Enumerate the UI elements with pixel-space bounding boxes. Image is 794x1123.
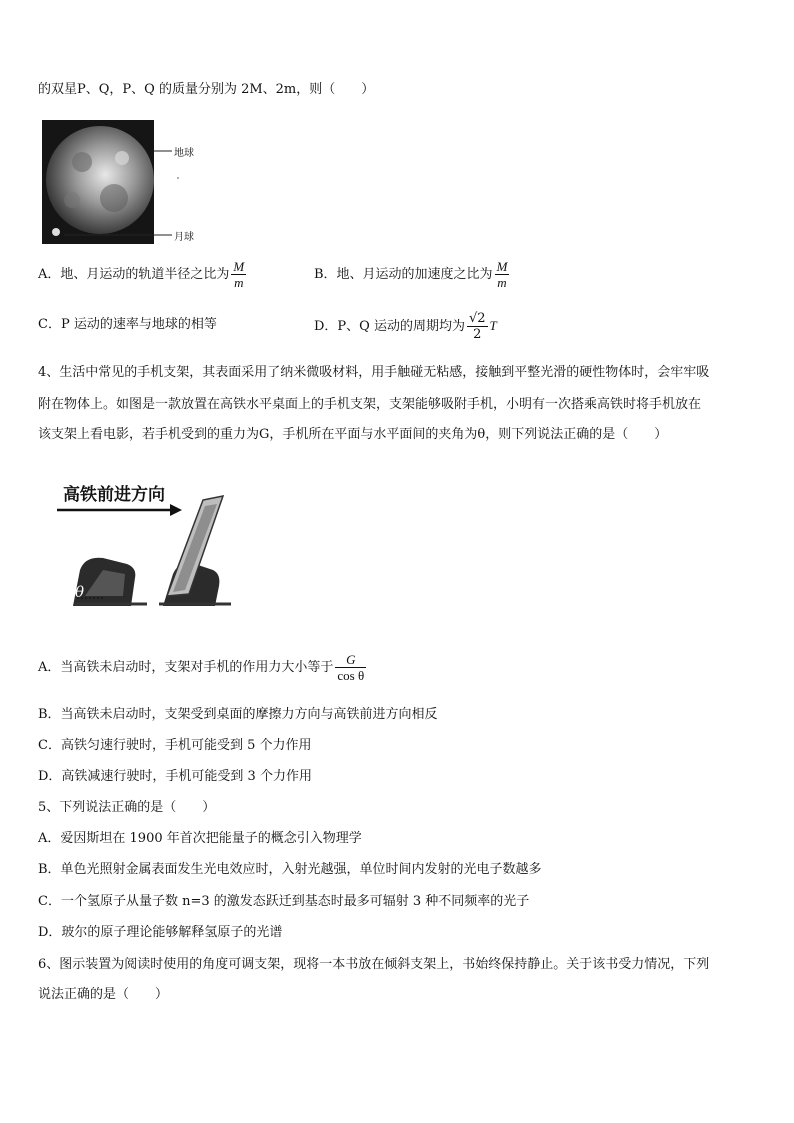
q4-option-c: C．高铁匀速行驶时，手机可能受到 5 个力作用 [38,738,312,753]
q6-stem-line-2: 说法正确的是（ ） [38,987,169,1002]
q4-option-d: D．高铁减速行驶时，手机可能受到 3 个力作用 [38,769,312,784]
q3-option-c: C．P 运动的速率与地球的相等 [38,317,217,332]
angle-theta-label: θ [75,583,85,601]
q3-option-b-fraction: $\frac{M}{m}$ [496,259,508,290]
q5-option-b: B．单色光照射金属表面发生光电效应时，入射光越强，单位时间内发射的光电子数越多 [38,862,542,877]
phone-holder-figure [55,478,255,618]
q5-stem: 5、下列说法正确的是（ ） [38,800,216,815]
q4-stem-line-2: 附在物体上。如图是一款放置在高铁水平桌面上的手机支架，支架能够吸附手机，小明有一次搭乘高铁时将手机放在 [38,397,702,412]
q5-option-a: A．爱因斯坦在 1900 年首次把能量子的概念引入物理学 [38,831,362,846]
q5-option-c: C．一个氢原子从量子数 n=3 的激发态跃迁到基态时最多可辐射 3 种不同频率的光子 [38,894,530,909]
q4-stem-line-1: 4、生活中常见的手机支架，其表面采用了纳米微吸材料，用手触碰无粘感，接触到平整光滑的硬性物体时，会牢牢吸 [38,365,710,380]
q4-option-a: A．当高铁未启动时，支架对手机的作用力大小等于 $\frac{G}{\text{cos θ}}$ [38,652,365,683]
q3-option-a: A．地、月运动的轨道半径之比为 $\frac{M}{m}$ [38,259,245,290]
q3-option-d-fraction: $\frac{√2}{2}$ [468,311,486,342]
q5-option-d: D．玻尔的原子理论能够解释氢原子的光谱 [38,925,283,940]
earth-moon-figure [42,120,232,244]
train-direction-caption: 高铁前进方向 [63,485,165,505]
earth-moon-image [42,120,232,244]
q3-stem-tail: 的双星P、Q，P、Q 的质量分别为 2M、2m，则（ ） [38,82,375,97]
phone-holder-image [55,478,255,618]
q3-option-a-fraction: $\frac{M}{m}$ [233,259,245,290]
moon-label: 月球 [174,232,194,243]
moon-disc [52,228,60,236]
q4-option-b: B．当高铁未启动时，支架受到桌面的摩擦力方向与高铁前进方向相反 [38,707,438,722]
earth-label: 地球 [174,148,194,159]
q4-stem-line-3: 该支架上看电影，若手机受到的重力为G，手机所在平面与水平面间的夹角为θ，则下列说法正确的是（ ） [38,427,668,442]
q3-option-b: B．地、月运动的加速度之比为 $\frac{M}{m}$ [314,259,508,290]
q6-stem-line-1: 6、图示装置为阅读时使用的角度可调支架，现将一本书放在倾斜支架上，书始终保持静止。关于该书受力情况，下列 [38,957,710,972]
earth-disc [46,126,154,234]
q4-option-a-fraction: $\frac{G}{\text{cos θ}}$ [337,652,365,683]
q3-option-d: D．P、Q 运动的周期均为 $\frac{√2}{2}$ T [314,311,497,342]
